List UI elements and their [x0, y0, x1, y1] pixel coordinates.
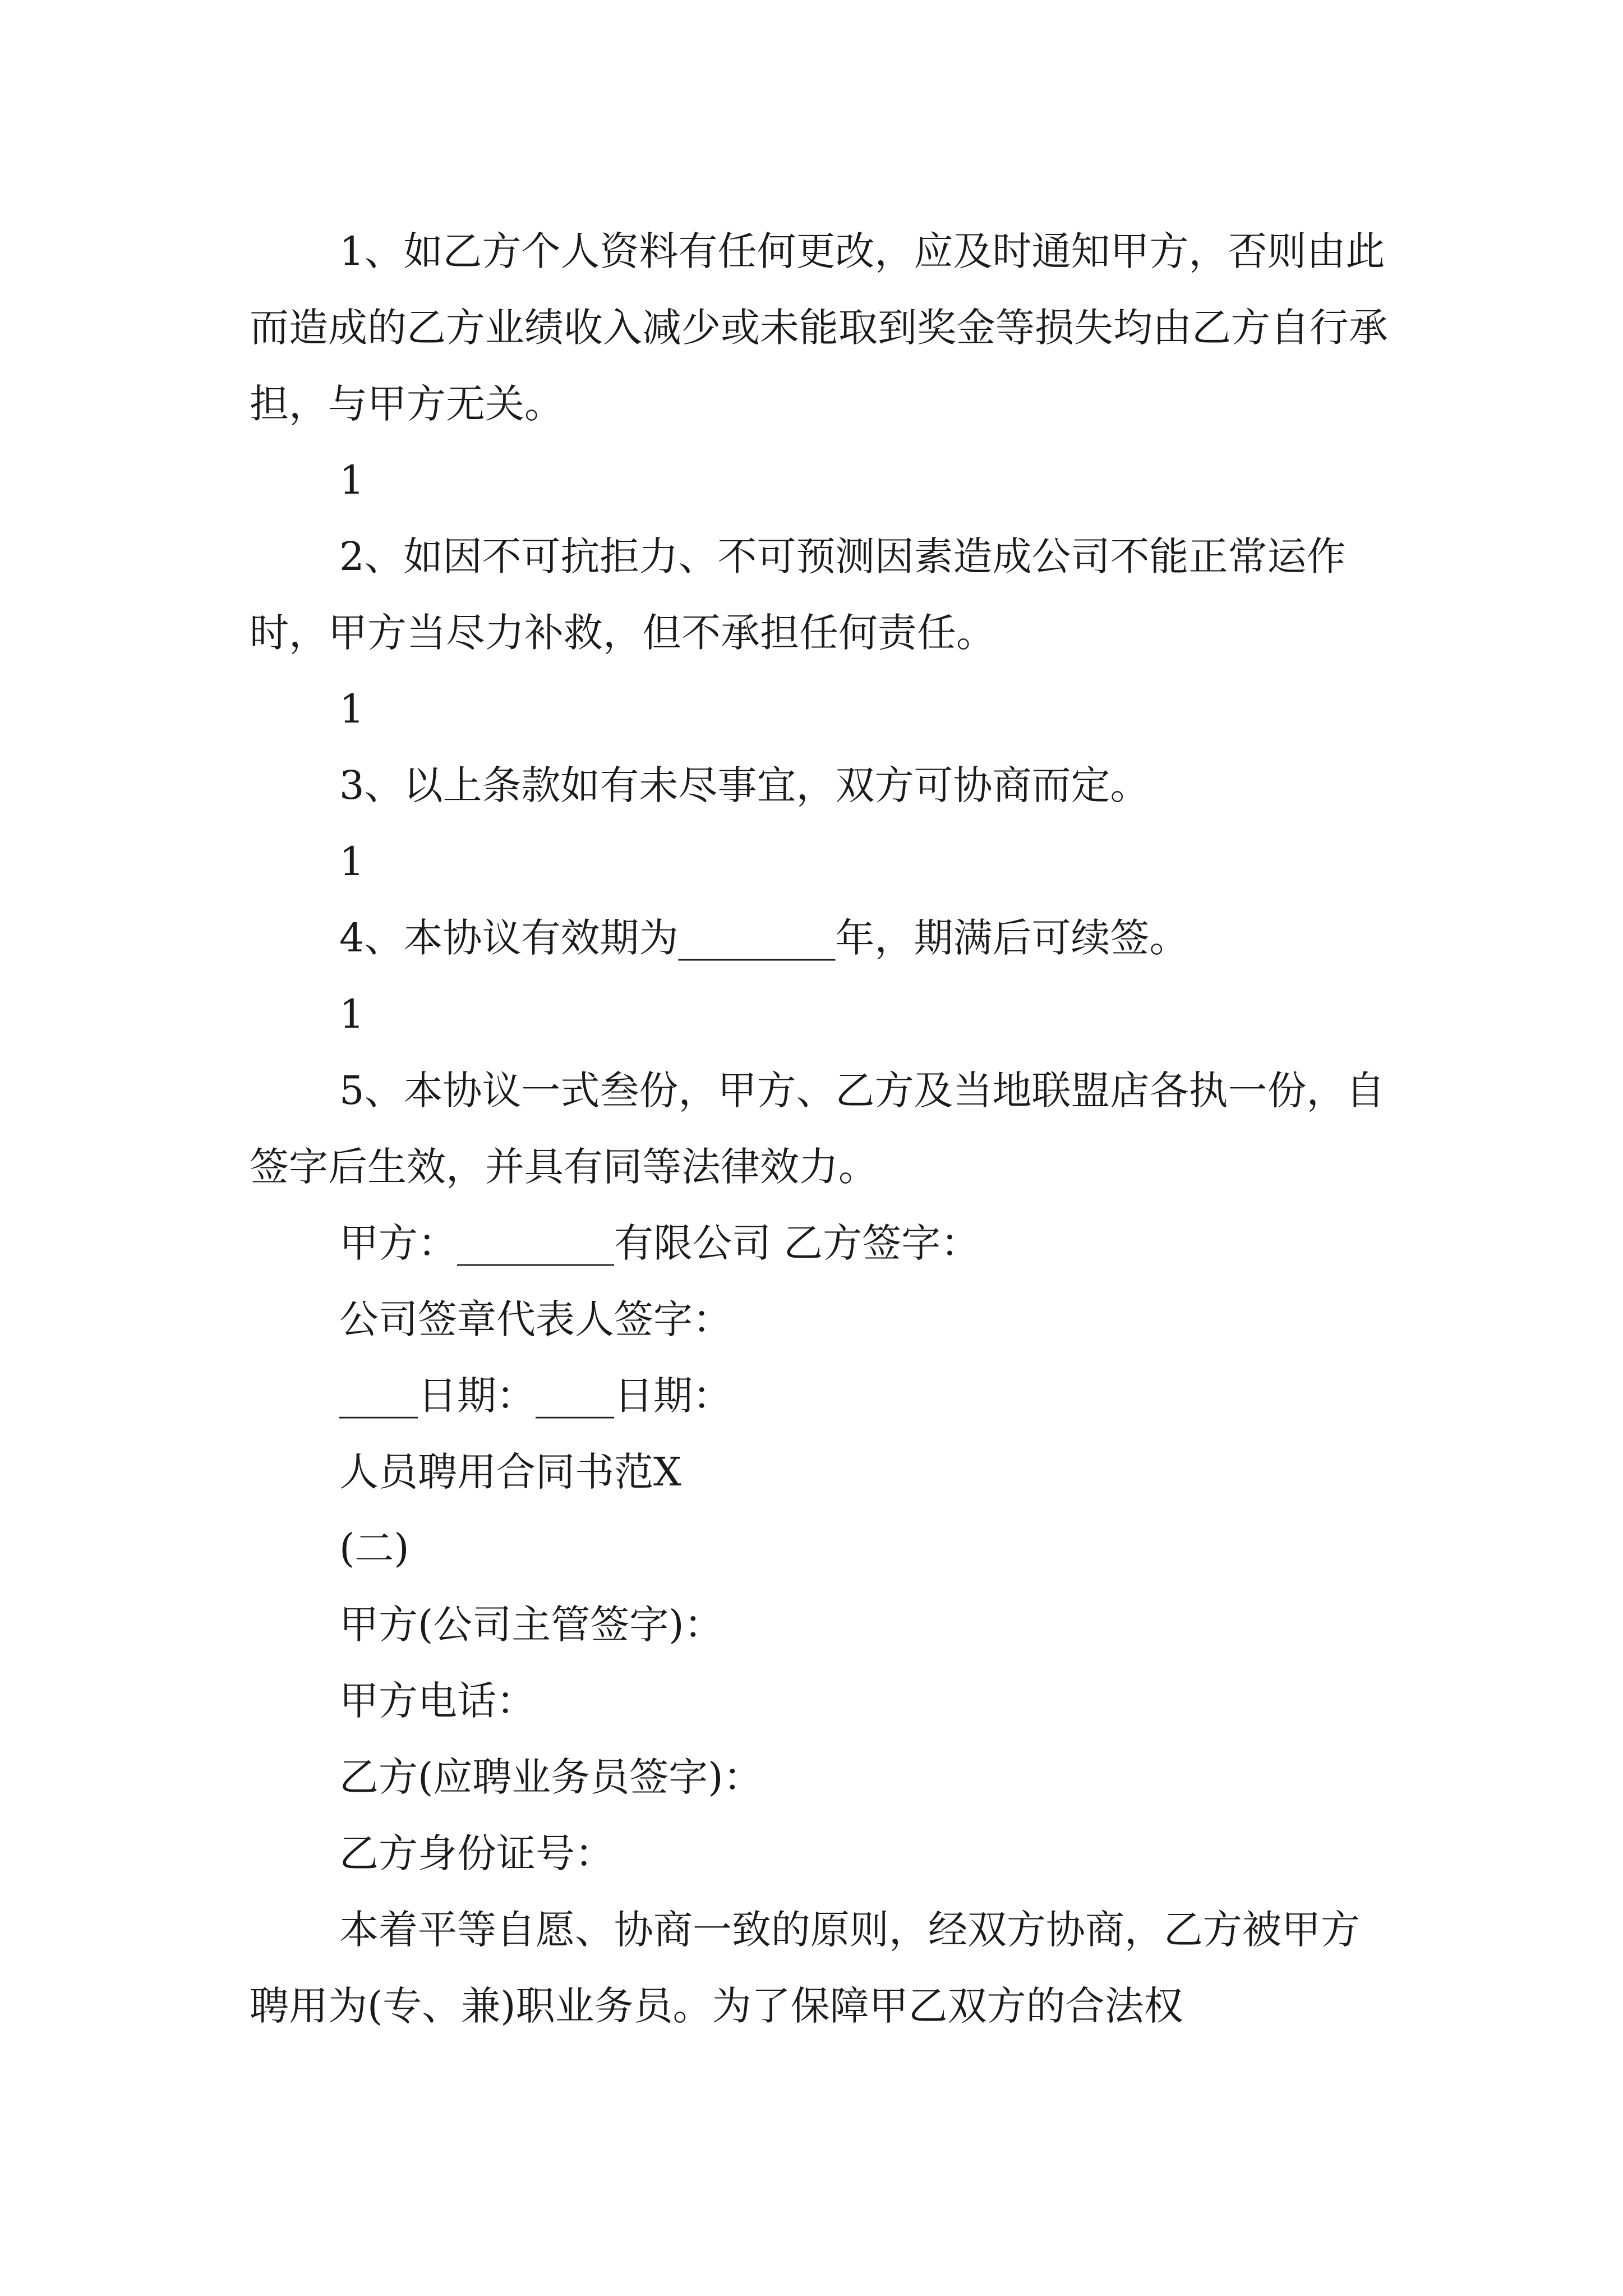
party-b-id-number: 乙方身份证号：	[339, 1830, 614, 1876]
clause-2: 2、如因不可抗拒力、不可预测因素造成公司不能正常运作时，甲方当尽力补救，但不承担任何责任。	[250, 533, 1346, 656]
section-number: (二)	[339, 1525, 409, 1571]
intro-paragraph: 本着平等自愿、协商一致的原则，经双方协商，乙方被甲方聘用为(专、兼)职业务员。为了保障甲乙双方的合法权	[250, 1907, 1360, 2029]
party-b-signature: 乙方(应聘业务员签字)：	[339, 1754, 763, 1800]
clause-1: 1、如乙方个人资料有任何更改，应及时通知甲方，否则由此而造成的乙方业绩收入减少或未能取到奖金等损失均由乙方自行承担，与甲方无关。	[250, 228, 1388, 427]
signature-representative-line: 公司签章代表人签字：	[339, 1296, 732, 1342]
clause-marker: 1	[339, 991, 365, 1037]
party-a-signature: 甲方(公司主管签字)：	[339, 1602, 723, 1648]
document-body	[250, 213, 1388, 2044]
clause-marker: 1	[339, 686, 365, 732]
clause-3: 3、以上条款如有未尽事宜，双方可协商而定。	[339, 762, 1150, 808]
signature-party-line: 甲方：________有限公司 乙方签字：	[339, 1220, 980, 1266]
clause-4: 4、本协议有效期为________年，期满后可续签。	[339, 915, 1189, 961]
clause-marker: 1	[339, 457, 365, 503]
clause-5: 5、本协议一式叁份，甲方、乙方及当地联盟店各执一份，自签字后生效，并具有同等法律效力。	[250, 1068, 1385, 1190]
signature-date-line: ____日期：____日期：	[339, 1373, 732, 1419]
section-title: 人员聘用合同书范X	[339, 1449, 681, 1495]
party-a-phone: 甲方电话：	[339, 1678, 536, 1724]
clause-marker: 1	[339, 839, 365, 885]
